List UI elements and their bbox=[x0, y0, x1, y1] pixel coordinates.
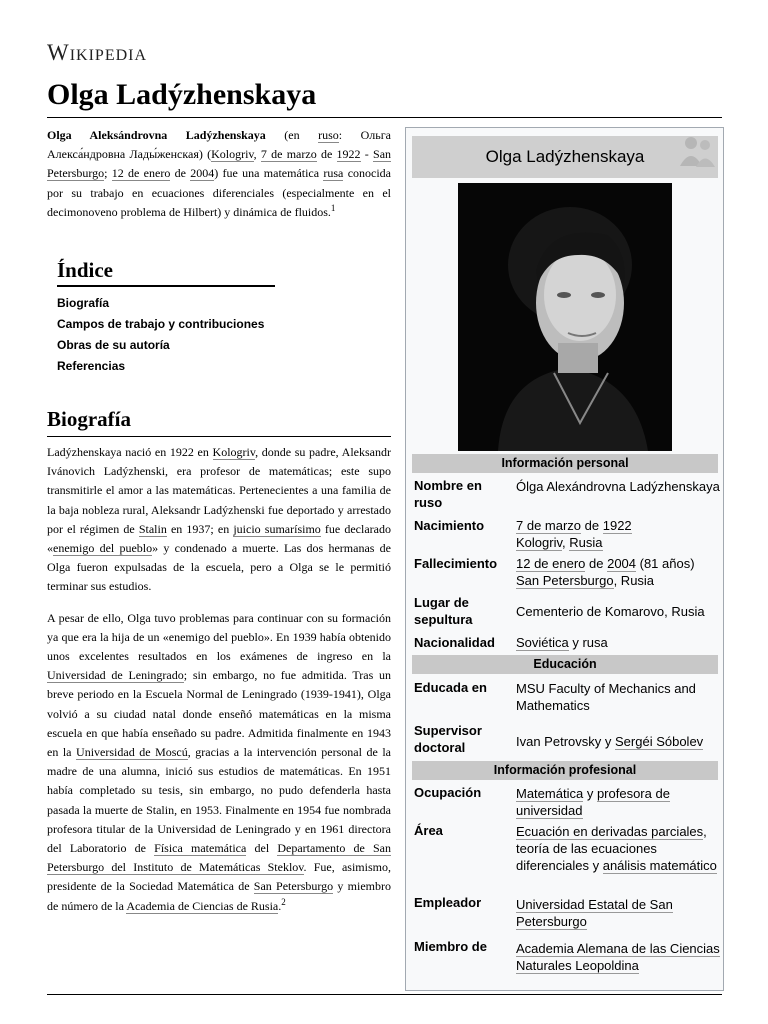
bio-paragraph-1 bbox=[47, 443, 391, 597]
text: , donde su padre, Aleksandr Ivánovich Ladýzhenski, era profesor de matemáticas; este supo transmitirle el amor a las matemáticas. Pertenecientes a una familia de la baja nobleza rural, Aleksandr Ladýzhenski fue deportado y arrestado por el régimen de bbox=[47, 445, 391, 536]
value-native-name: Ólga Alexándrovna Ladýzhenskaya bbox=[516, 479, 720, 494]
link-analisis-matematico[interactable]: análisis matemático bbox=[602, 858, 717, 873]
section-personal-info: Información personal bbox=[412, 454, 718, 473]
link-birth-year[interactable]: 1922 bbox=[602, 518, 632, 533]
text: conocida por su trabajo en ecuaciones diferenciales (especialmente en el decimonoveno problema de Hilbert) y dinámica de fluidos. bbox=[47, 166, 391, 219]
text: , bbox=[253, 147, 261, 162]
section-professional-info: Información profesional bbox=[412, 761, 718, 780]
link-matematica[interactable]: Matemática bbox=[516, 786, 584, 801]
value-employer bbox=[516, 896, 721, 930]
label-native-name: Nombre en ruso bbox=[414, 478, 482, 510]
label-member: Miembro de bbox=[414, 939, 487, 954]
reference-1[interactable]: 1 bbox=[330, 202, 336, 213]
link-kologriv[interactable]: Kologriv bbox=[211, 147, 254, 162]
value-supervisor bbox=[516, 733, 721, 750]
subject-name: Olga Aleksándrovna Ladýzhenskaya bbox=[47, 128, 266, 142]
toc-item-obras[interactable]: Obras de su autoría bbox=[57, 338, 170, 352]
link-juicio-sumarisimo[interactable]: juicio sumarísimo bbox=[233, 521, 321, 536]
link-universidad-moscu[interactable]: Universidad de Moscú bbox=[76, 745, 188, 760]
bottom-divider bbox=[47, 994, 722, 995]
toc-list bbox=[57, 293, 275, 377]
section-education: Educación bbox=[412, 655, 718, 674]
label-area: Área bbox=[414, 823, 443, 838]
text: (en bbox=[265, 128, 319, 142]
table-of-contents bbox=[57, 258, 275, 377]
text: Ladýzhenskaya nació en 1922 en bbox=[47, 445, 213, 459]
people-icon bbox=[677, 132, 717, 170]
text: . bbox=[278, 898, 282, 913]
toc-item-campos[interactable]: Campos de trabajo y contribuciones bbox=[57, 317, 265, 331]
link-enemigo-del-pueblo[interactable]: enemigo del pueblo bbox=[53, 541, 153, 556]
label-employer: Empleador bbox=[414, 895, 482, 910]
link-universidad-san-petersburgo[interactable]: Universidad Estatal de San Petersburgo bbox=[516, 897, 673, 929]
text: , gracias a la intervención personal de la madre de una alumna, inició sus estudios de matemáticas. En 1951 había completado su tesis, sin embargo, no pudo defenderla hasta pasada la muerte de Stalin, en 1953. Finalmente en 1954 fue nombrada profesora titular de la Universidad de Leningrado y en 1961 directora del Laboratorio de bbox=[47, 745, 391, 856]
link-stalin[interactable]: Stalin bbox=[138, 521, 167, 536]
label-nationality: Nacionalidad bbox=[414, 635, 495, 650]
value-occupation bbox=[516, 785, 721, 819]
value-nationality bbox=[516, 634, 721, 651]
text: ; bbox=[104, 166, 112, 181]
label-educated: Educada en bbox=[414, 680, 487, 695]
link-sovietica[interactable]: Soviética bbox=[516, 635, 569, 650]
link-instituto-steklov[interactable]: Departamento de San Petersburgo del Instituto de Matemáticas Steklov bbox=[47, 841, 391, 875]
toc-item-biografia[interactable]: Biografía bbox=[57, 296, 110, 310]
link-death-year[interactable]: 2004 bbox=[607, 556, 637, 571]
link-san-petersburgo[interactable]: San Petersburgo bbox=[253, 879, 334, 894]
section-heading-biografia: Biografía bbox=[47, 407, 391, 437]
value-death bbox=[516, 555, 721, 589]
bio-paragraph-2 bbox=[47, 609, 391, 916]
text: » y condenado a muerte. Las dos hermanas de Olga fueron expulsadas de la escuela, pero a Olga se le permitió terminar sus estudios. bbox=[47, 541, 392, 594]
link-birth-year[interactable]: 1922 bbox=[336, 147, 361, 162]
text: fue declarado « bbox=[47, 521, 391, 556]
text: , teoría de las ecuaciones diferenciales y bbox=[516, 824, 707, 873]
text: de bbox=[581, 518, 603, 533]
link-death-date[interactable]: 12 de enero bbox=[516, 556, 586, 571]
link-death-date[interactable]: 12 de enero bbox=[111, 166, 171, 181]
text: : Ольга Алекса́ндровна Лады́женская) ( bbox=[47, 128, 391, 162]
text: ) fue una matemática bbox=[214, 166, 324, 181]
value-area bbox=[516, 823, 721, 874]
label-occupation: Ocupación bbox=[414, 785, 482, 800]
text: , Rusia bbox=[613, 573, 655, 588]
link-sergei-sobolev[interactable]: Sergéi Sóbolev bbox=[615, 734, 704, 749]
text: - bbox=[360, 147, 374, 162]
text: de bbox=[316, 147, 337, 162]
text: , bbox=[562, 535, 570, 550]
link-rusa[interactable]: rusa bbox=[323, 166, 344, 181]
text: . Fue, asimismo, presidente de la Sociedad Matemática de bbox=[47, 860, 391, 894]
text: y rusa bbox=[568, 635, 608, 650]
page-title: Olga Ladýzhenskaya bbox=[47, 78, 317, 111]
link-universidad-leningrado[interactable]: Universidad de Leningrado bbox=[47, 668, 184, 683]
value-burial: Cementerio de Komarovo, Rusia bbox=[516, 604, 705, 619]
link-san-petersburgo[interactable]: San Petersburgo bbox=[47, 147, 392, 181]
value-educated: MSU Faculty of Mechanics and Mathematics bbox=[516, 681, 696, 713]
link-academia-leopoldina[interactable]: Academia Alemana de las Ciencias Naturales Leopoldina bbox=[516, 941, 720, 973]
link-rusia[interactable]: Rusia bbox=[569, 535, 603, 550]
text: de bbox=[170, 166, 191, 181]
text: de bbox=[585, 556, 608, 571]
toc-item-referencias[interactable]: Referencias bbox=[57, 359, 126, 373]
value-member bbox=[516, 940, 721, 974]
link-academia-ciencias-rusia[interactable]: Academia de Ciencias de Rusia bbox=[126, 898, 279, 913]
text: A pesar de ello, Olga tuvo problemas para continuar con su formación ya que era la hija de un «enemigo del pueblo». En 1939 había obtenido unos excelentes resultados en los exámenes de ingreso en la bbox=[47, 610, 391, 664]
title-divider bbox=[47, 117, 722, 118]
link-kologriv[interactable]: Kologriv bbox=[212, 445, 256, 459]
text: y bbox=[601, 734, 615, 749]
link-ruso[interactable]: ruso bbox=[318, 128, 339, 142]
label-death: Fallecimiento bbox=[414, 556, 498, 571]
intro-paragraph bbox=[47, 126, 391, 222]
label-burial: Lugar de sepultura bbox=[414, 595, 473, 627]
label-supervisor: Supervisor doctoral bbox=[414, 723, 482, 755]
wikipedia-logo[interactable]: Wikipedia bbox=[47, 40, 148, 65]
biography-section bbox=[47, 443, 391, 928]
text: y bbox=[583, 786, 597, 801]
link-birth-date[interactable]: 7 de marzo bbox=[516, 518, 582, 533]
text: (81 años) bbox=[636, 556, 695, 571]
value-birth bbox=[516, 517, 721, 551]
reference-2[interactable]: 2 bbox=[281, 896, 286, 907]
infobox bbox=[405, 127, 724, 991]
link-kologriv[interactable]: Kologriv bbox=[516, 535, 563, 550]
toc-title: Índice bbox=[57, 258, 275, 287]
link-ecuacion-derivadas-parciales[interactable]: Ecuación en derivadas parciales bbox=[516, 824, 704, 839]
text: del bbox=[246, 841, 278, 856]
text: y miembro de número de la bbox=[47, 879, 392, 913]
link-fisica-matematica[interactable]: Física matemática bbox=[154, 841, 247, 856]
infobox-title: Olga Ladýzhenskaya bbox=[412, 136, 718, 178]
link-san-petersburgo[interactable]: San Petersburgo bbox=[516, 573, 614, 588]
label-birth: Nacimiento bbox=[414, 518, 485, 533]
portrait-photo bbox=[458, 183, 672, 451]
intro-section bbox=[47, 126, 391, 222]
link-birth-date[interactable]: 7 de marzo bbox=[260, 147, 317, 162]
text: Ivan Petrovsky bbox=[516, 734, 602, 749]
text: en 1937; en bbox=[166, 521, 234, 536]
link-profesora-universidad[interactable]: profesora de universidad bbox=[516, 786, 670, 818]
text: ; sin embargo, no fue admitida. Tras un breve periodo en la Escuela Normal de Leningrado (1939-1941), Olga volvió a su ciudad natal donde enseñó matemáticas en la misma escuela en que había enseñado su padre. Admitida finalmente en 1943 en la bbox=[47, 668, 391, 760]
link-death-year[interactable]: 2004 bbox=[190, 166, 215, 181]
